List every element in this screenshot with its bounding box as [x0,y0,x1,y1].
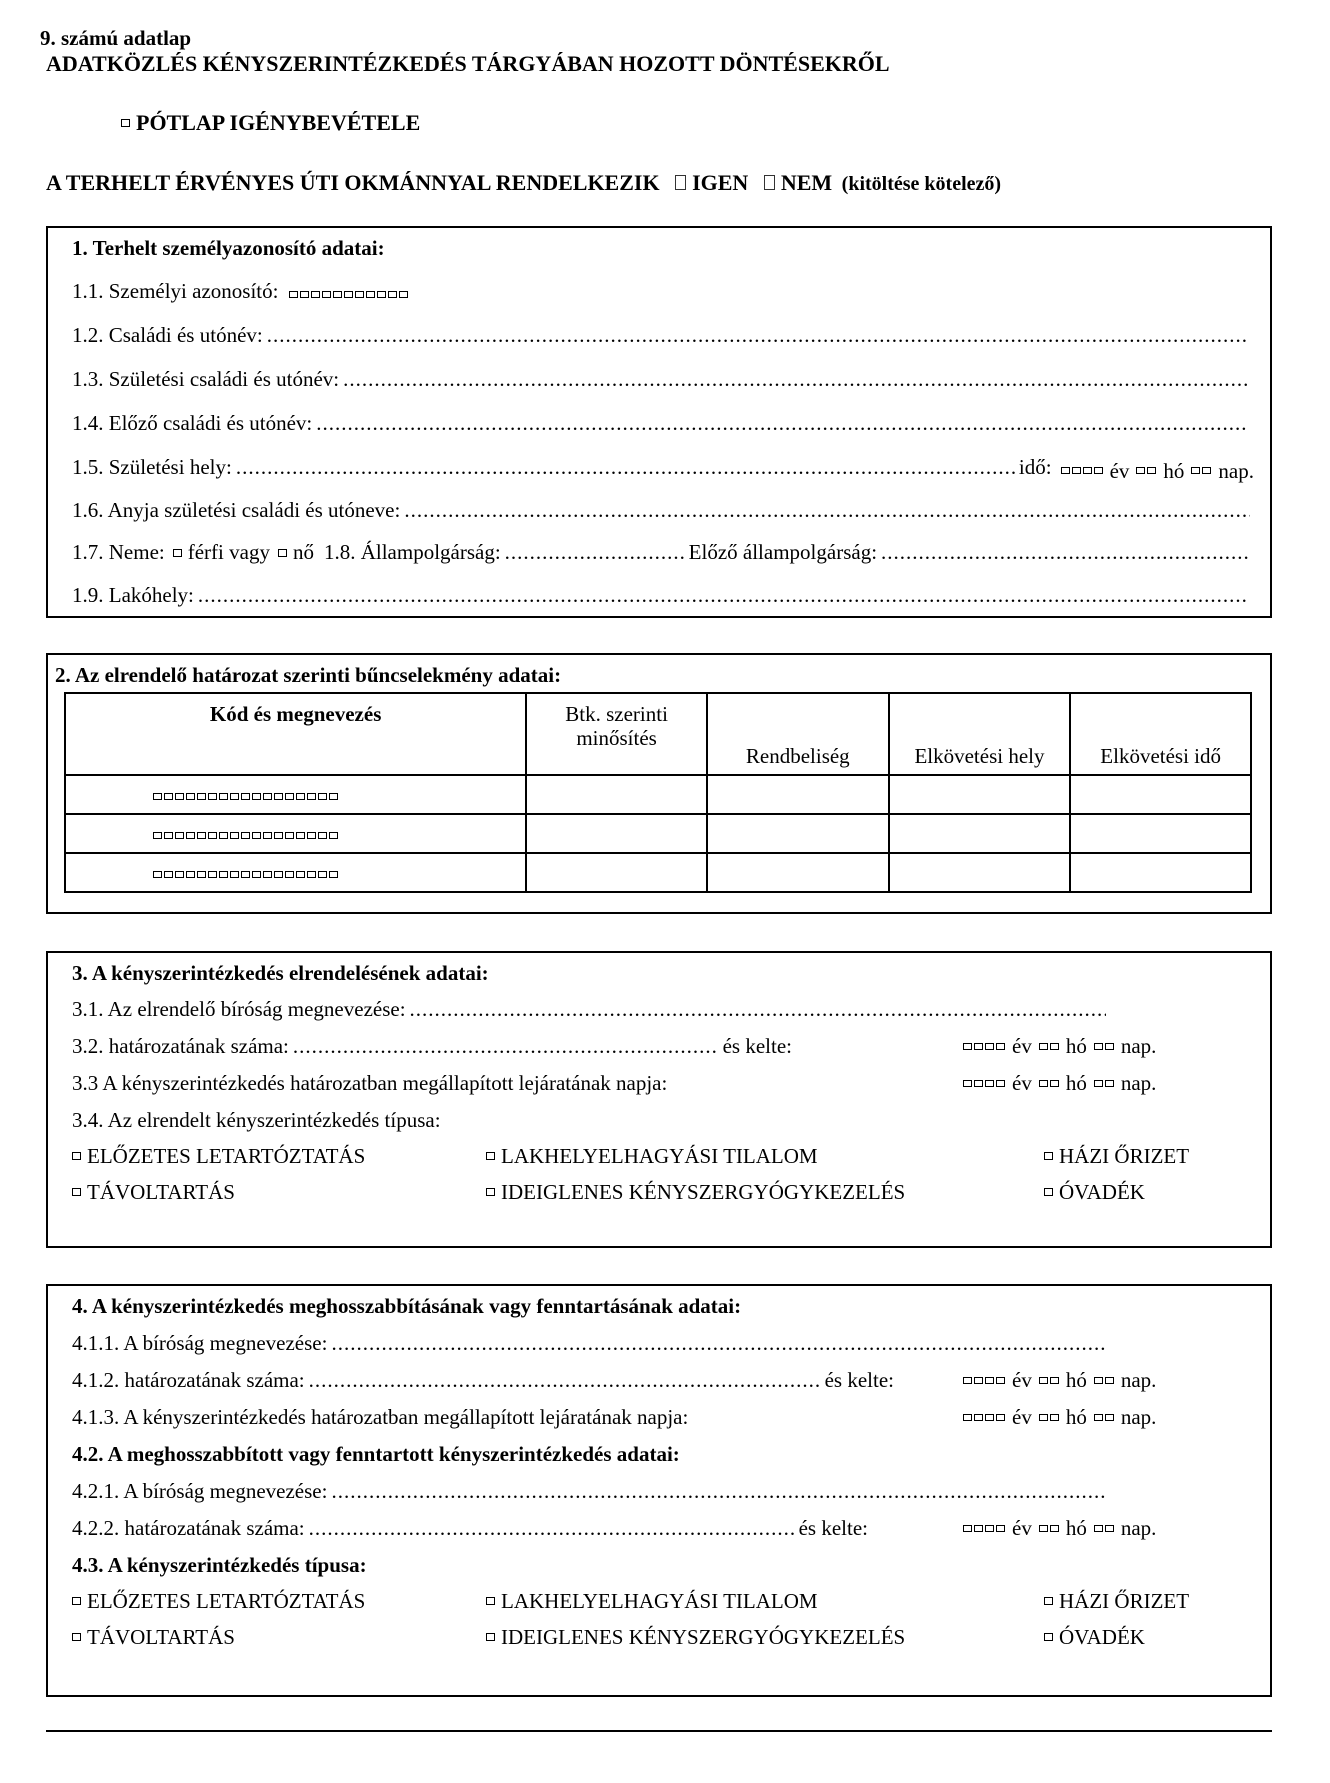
sheet-number: 9. számú adatlap [40,26,192,50]
s3-option-pretrial-detention[interactable]: ELŐZETES LETARTÓZTATÁS [72,1143,365,1169]
section-4-3-title: 4.3. A kényszerintézkedés típusa: [72,1553,367,1577]
personal-id-row [72,278,409,304]
s3-option-residence-ban[interactable]: LAKHELYELHAGYÁSI TILALOM [486,1143,818,1169]
decision-number-field[interactable] [293,1033,719,1059]
name-row [72,322,1252,348]
btk-field[interactable] [526,853,707,892]
s4-option-bail[interactable]: ÓVADÉK [1044,1624,1145,1650]
supplement-checkbox[interactable] [121,119,130,127]
passport-no-label: NEM [780,170,833,195]
birth-name-label: 1.3. Születési családi és utónév: [72,367,340,391]
male-label: férfi vagy [187,540,270,564]
prev-citizenship-field[interactable] [881,539,1248,565]
btk-field[interactable] [526,814,707,853]
s3-option-house-arrest[interactable]: HÁZI ŐRIZET [1044,1143,1189,1169]
section-4-2-title: 4.2. A meghosszabbított vagy fenntartott kényszerintézkedés adatai: [72,1442,680,1466]
measure-type-row [72,1107,441,1133]
ext2-court-field[interactable] [331,1478,1106,1504]
mandatory-note: (kitöltése kötelező) [841,173,1002,195]
ext2-court-row [72,1478,1110,1504]
decision-date-field[interactable]: év hó nap. [962,1033,1156,1059]
decision-row [72,1033,792,1059]
mother-name-label: 1.6. Anyja születési családi és utóneve: [72,498,401,522]
col-time-header: Elkövetési idő [1070,693,1251,775]
court-name-label: 3.1. Az elrendelő bíróság megnevezése: [72,997,406,1021]
ext-decision-field[interactable] [309,1367,821,1393]
s4-option-house-arrest[interactable]: HÁZI ŐRIZET [1044,1588,1189,1614]
table-row [65,775,1251,814]
personal-id-field[interactable] [288,291,409,298]
time-field[interactable] [1070,814,1251,853]
ext2-decision-label: 4.2.2. határozatának száma: [72,1516,305,1540]
ext2-decision-date-field[interactable]: év hó nap. [962,1515,1156,1541]
ext-expiry-row [72,1404,688,1430]
prev-name-row [72,410,1252,436]
crime-code-field[interactable] [65,814,526,853]
female-label: nő [292,540,314,564]
name-label: 1.2. Családi és utónév: [72,323,263,347]
passport-yes-checkbox[interactable] [675,175,686,190]
expiry-row [72,1070,667,1096]
ext2-decision-field[interactable] [309,1515,795,1541]
ext-court-label: 4.1.1. A bíróság megnevezése: [72,1331,328,1355]
rend-field[interactable] [707,853,889,892]
col-btk-header: Btk. szerinti minősítés [526,693,707,775]
ext-decision-row [72,1367,894,1393]
passport-question-label: A TERHELT ÉRVÉNYES ÚTI OKMÁNNYAL RENDELKEZIK [46,170,660,195]
supplement-label: PÓTLAP IGÉNYBEVÉTELE [136,110,421,135]
s4-option-restraining[interactable]: TÁVOLTARTÁS [72,1624,235,1650]
name-field[interactable] [267,322,1248,348]
birth-date-field[interactable]: év hó nap. [1060,458,1254,484]
ext2-decision-row [72,1515,868,1541]
ext-decision-date-label: és kelte: [824,1368,894,1392]
birth-place-field[interactable] [236,454,1015,480]
s4-option-pretrial-detention[interactable]: ELŐZETES LETARTÓZTATÁS [72,1588,365,1614]
section-2-title: 2. Az elrendelő határozat szerinti bűncselekmény adatai: [55,663,562,687]
col-rend-header: Rendbeliség [707,693,889,775]
court-name-field[interactable] [410,996,1106,1022]
time-field[interactable] [1070,853,1251,892]
ext-court-row [72,1330,1110,1356]
citizenship-field[interactable] [505,539,685,565]
table-row [65,853,1251,892]
mother-name-row [72,497,1254,523]
decision-date-label: és kelte: [722,1034,792,1058]
passport-question [46,170,1001,196]
bottom-rule [46,1730,1272,1732]
birth-place-row [72,454,1254,484]
residence-row [72,582,1252,608]
residence-label: 1.9. Lakóhely: [72,583,194,607]
passport-no-checkbox[interactable] [764,175,775,190]
birth-name-row [72,366,1252,392]
prev-citizenship-label: Előző állampolgárság: [688,540,878,564]
ext2-court-label: 4.2.1. A bíróság megnevezése: [72,1479,328,1503]
s4-option-residence-ban[interactable]: LAKHELYELHAGYÁSI TILALOM [486,1588,818,1614]
birth-place-label: 1.5. Születési hely: [72,455,232,479]
crime-table [64,692,1252,893]
col-place-header: Elkövetési hely [889,693,1071,775]
sex-label: 1.7. Neme: [72,540,165,564]
ext2-decision-date-label: és kelte: [798,1516,868,1540]
birth-name-field[interactable] [343,366,1248,392]
measure-type-label: 3.4. Az elrendelt kényszerintézkedés típusa: [72,1108,441,1132]
prev-name-label: 1.4. Előző családi és utónév: [72,411,313,435]
s3-option-restraining[interactable]: TÁVOLTARTÁS [72,1179,235,1205]
female-checkbox[interactable] [278,549,287,557]
rend-field[interactable] [707,814,889,853]
section-1-title: 1. Terhelt személyazonosító adatai: [72,236,385,260]
court-name-row [72,996,1110,1022]
form-title: ADATKÖZLÉS KÉNYSZERINTÉZKEDÉS TÁRGYÁBAN HOZOTT DÖNTÉSEKRŐL [46,51,890,76]
table-row [65,814,1251,853]
sex-citizenship-row [72,539,1252,565]
section-3-title: 3. A kényszerintézkedés elrendelésének adatai: [72,961,489,985]
expiry-label: 3.3 A kényszerintézkedés határozatban megállapított lejáratának napja: [72,1071,668,1095]
section-4-title: 4. A kényszerintézkedés meghosszabbításának vagy fenntartásának adatai: [72,1294,742,1318]
decision-number-label: 3.2. határozatának száma: [72,1034,289,1058]
passport-yes-label: IGEN [692,170,749,195]
ext-court-field[interactable] [331,1330,1106,1356]
place-field[interactable] [889,814,1071,853]
s3-option-bail[interactable]: ÓVADÉK [1044,1179,1145,1205]
birth-time-label: idő: [1018,455,1052,479]
mother-name-field[interactable] [404,497,1250,523]
crime-code-field[interactable] [65,853,526,892]
s4-option-temp-treatment[interactable]: IDEIGLENES KÉNYSZERGYÓGYKEZELÉS [486,1624,905,1650]
btk-field[interactable] [526,775,707,814]
supplement-option[interactable] [121,110,420,136]
prev-name-field[interactable] [316,410,1248,436]
place-field[interactable] [889,775,1071,814]
rend-field[interactable] [707,775,889,814]
ext-expiry-date-field[interactable]: év hó nap. [962,1404,1156,1430]
ext-decision-date-field[interactable]: év hó nap. [962,1367,1156,1393]
time-field[interactable] [1070,775,1251,814]
crime-code-field[interactable] [65,775,526,814]
col-code-header: Kód és megnevezés [65,693,526,775]
citizenship-label: 1.8. Állampolgárság: [323,540,501,564]
ext-expiry-label: 4.1.3. A kényszerintézkedés határozatban megállapított lejáratának napja: [72,1405,689,1429]
residence-field[interactable] [198,582,1248,608]
male-checkbox[interactable] [173,549,182,557]
place-field[interactable] [889,853,1071,892]
s3-option-temp-treatment[interactable]: IDEIGLENES KÉNYSZERGYÓGYKEZELÉS [486,1179,905,1205]
ext-decision-label: 4.1.2. határozatának száma: [72,1368,305,1392]
personal-id-label: 1.1. Személyi azonosító: [72,279,279,303]
expiry-date-field[interactable]: év hó nap. [962,1070,1156,1096]
